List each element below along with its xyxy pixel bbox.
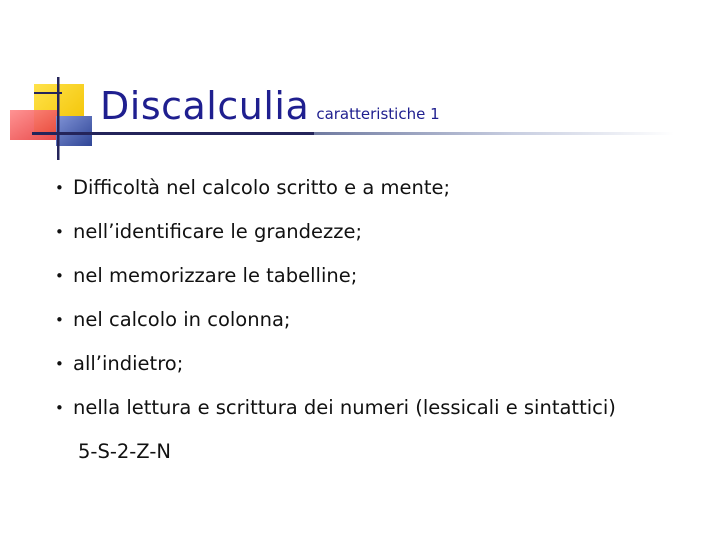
bullet-text: nella lettura e scrittura dei numeri (lessicali e sintattici) [73,396,616,419]
title-subtitle: caratteristiche 1 [316,105,440,123]
bullet-text: nell’identificare le grandezze; [73,220,363,243]
list-item [55,352,616,376]
title-rule-gradient [314,132,674,135]
bullet-text: all’indietro; [73,352,184,375]
bullet-icon: • [55,223,64,241]
bullet-icon: • [55,399,64,417]
list-item [55,176,616,200]
list-item [55,308,616,332]
title-main: Discalculia [100,84,310,128]
slide-title [100,84,440,128]
code-line: 5-S-2-Z-N [78,440,171,463]
bullet-text: Difficoltà nel calcolo scritto e a mente; [73,176,451,199]
list-item [55,220,616,244]
bullet-icon: • [55,311,64,329]
bullet-list [55,176,616,440]
decorative-logo-icon [0,0,100,170]
bullet-text: nel calcolo in colonna; [73,308,291,331]
list-item [55,396,616,420]
list-item [55,264,616,288]
bullet-text: nel memorizzare le tabelline; [73,264,358,287]
title-underline [32,132,314,135]
bullet-icon: • [55,267,64,285]
bullet-icon: • [55,179,64,197]
bullet-icon: • [55,355,64,373]
